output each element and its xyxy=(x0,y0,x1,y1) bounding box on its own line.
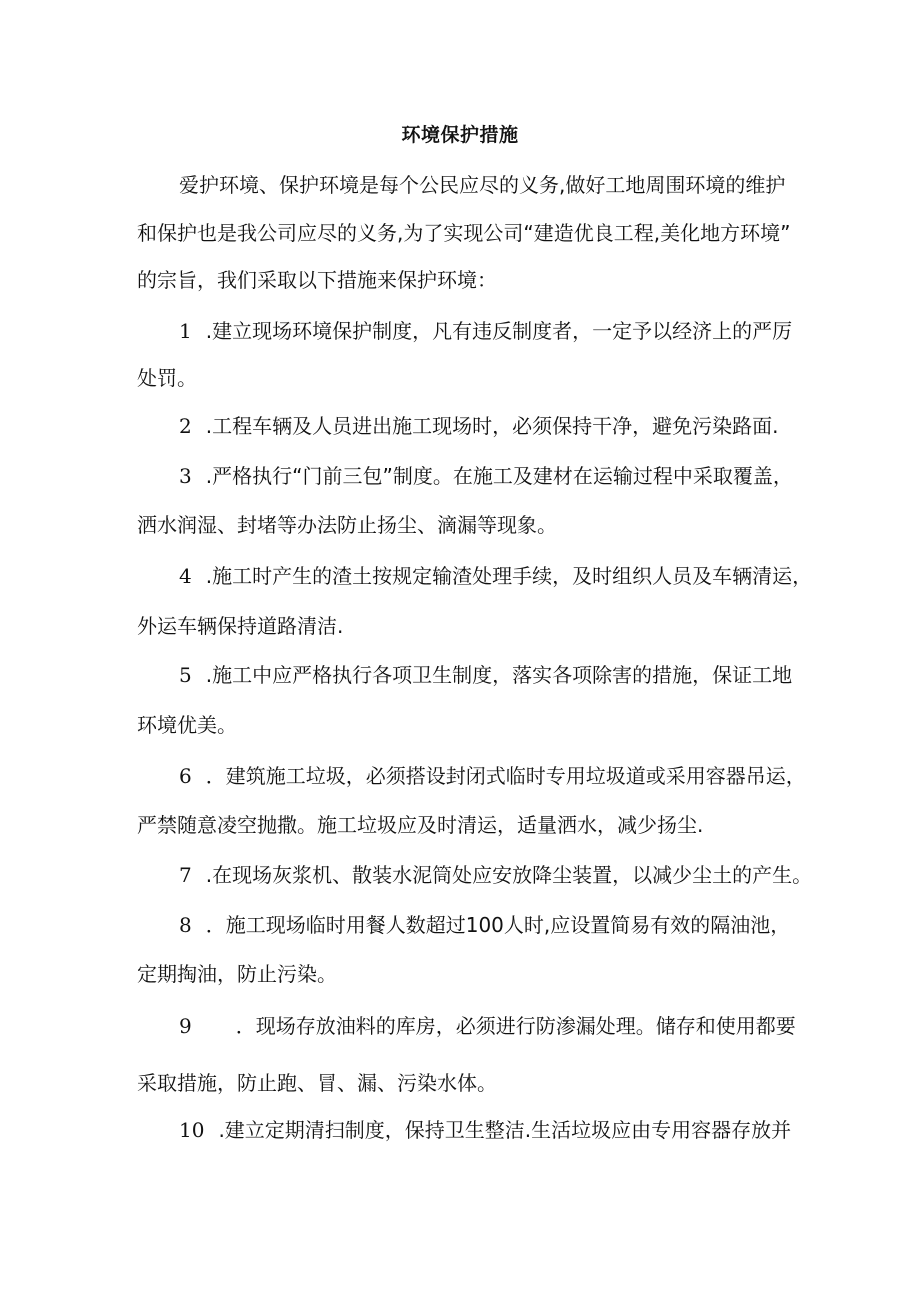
list-item-2 xyxy=(179,412,778,440)
list-item-text: .施工时产生的渣土按规定输渣处理手续，及时组织人员及车辆清运， xyxy=(205,564,813,588)
list-item-5 xyxy=(179,661,792,689)
list-item-3-continuation: 洒水润湿、封堵等办法防止扬尘、滴漏等现象。 xyxy=(137,513,557,537)
intro-line-1: 爱护环境、保护环境是每个公民应尽的义务,做好工地周围环境的维护 xyxy=(179,173,786,197)
list-item-text: ．建筑施工垃圾，必须搭设封闭式临时专用垃圾道或采用容器吊运， xyxy=(205,764,806,788)
list-item-text: .施工中应严格执行各项卫生制度，落实各项除害的措施，保证工地 xyxy=(205,663,793,687)
list-item-text: .建立现场环境保护制度，凡有违反制度者，一定予以经济上的严厉 xyxy=(205,319,793,343)
list-item-6 xyxy=(179,762,806,790)
list-item-number: 6 xyxy=(179,764,192,788)
intro-line-2: 和保护也是我公司应尽的义务,为了实现公司“建造优良工程,美化地方环境” xyxy=(137,221,791,245)
list-item-1-continuation: 处罚。 xyxy=(137,366,197,390)
list-item-7 xyxy=(179,861,812,889)
list-item-number: 4 xyxy=(179,564,192,588)
list-item-number: 7 xyxy=(179,863,192,887)
list-item-text: .在现场灰浆机、散装水泥筒处应安放降尘装置，以减少尘土的产生。 xyxy=(205,863,813,887)
list-item-9-continuation: 采取措施，防止跑、冒、漏、污染水体。 xyxy=(137,1071,497,1095)
list-item-number: 8 xyxy=(179,913,192,937)
list-item-5-continuation: 环境优美。 xyxy=(137,713,237,737)
list-item-3 xyxy=(179,462,793,490)
intro-line-3: 的宗旨，我们采取以下措施来保护环境： xyxy=(137,268,497,292)
list-item-number: 9 xyxy=(179,1014,192,1038)
list-item-text: ．现场存放油料的库房，必须进行防渗漏处理。储存和使用都要 xyxy=(235,1014,796,1038)
list-item-1 xyxy=(179,317,792,345)
list-item-8-continuation: 定期掏油，防止污染。 xyxy=(137,962,337,986)
list-item-number: 2 xyxy=(179,414,192,438)
list-item-4 xyxy=(179,562,812,590)
list-item-9 xyxy=(179,1012,796,1040)
list-item-number: 1 xyxy=(179,319,192,343)
list-item-8 xyxy=(179,911,790,939)
list-item-number: 5 xyxy=(179,663,192,687)
list-item-6-continuation: 严禁随意凌空抛撒。施工垃圾应及时清运，适量洒水，减少扬尘. xyxy=(137,813,704,837)
list-item-text: ．施工现场临时用餐人数超过100人时,应设置简易有效的隔油池， xyxy=(205,913,791,937)
list-item-number: 10 xyxy=(179,1118,205,1142)
document-title: 环境保护措施 xyxy=(401,124,519,146)
list-item-text: .建立定期清扫制度，保持卫生整洁.生活垃圾应由专用容器存放并 xyxy=(218,1118,792,1142)
list-item-number: 3 xyxy=(179,464,192,488)
list-item-4-continuation: 外运车辆保持道路清洁. xyxy=(137,614,344,638)
list-item-text: .严格执行“门前三包”制度。在施工及建材在运输过程中采取覆盖， xyxy=(205,464,793,488)
list-item-text: .工程车辆及人员进出施工现场时，必须保持干净，避免污染路面. xyxy=(205,414,779,438)
list-item-10 xyxy=(179,1116,791,1144)
